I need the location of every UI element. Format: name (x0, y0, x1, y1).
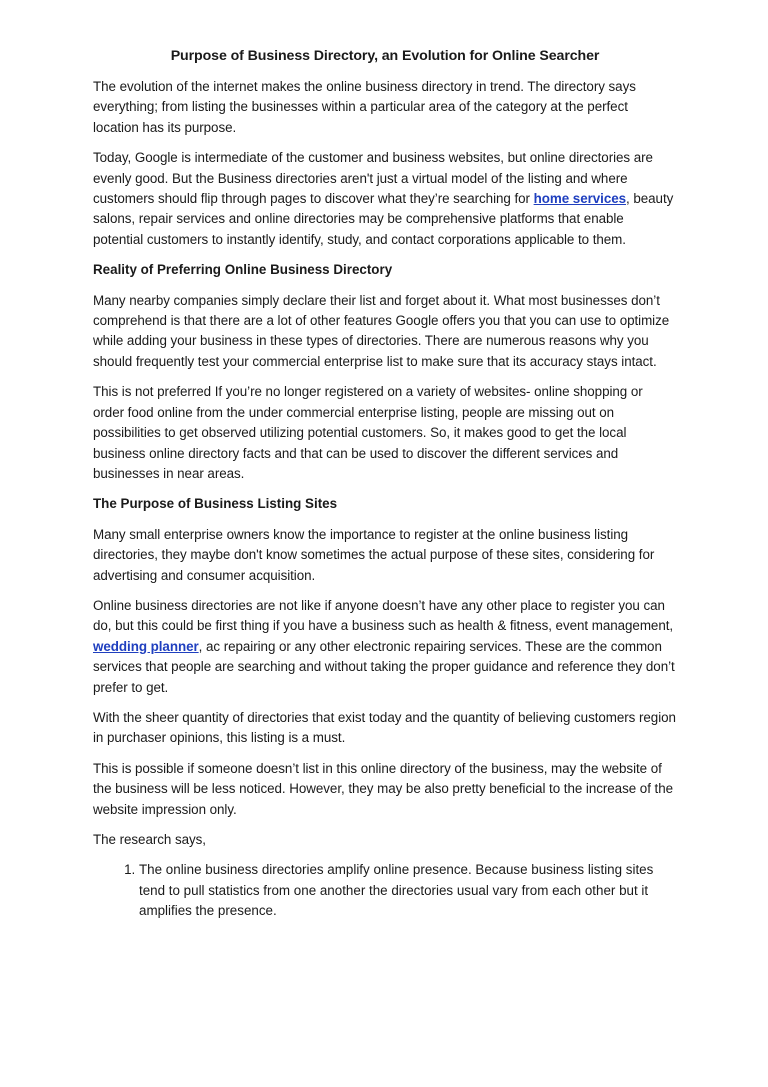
research-list (93, 860, 677, 921)
small-enterprise-paragraph: Many small enterprise owners know the importance to register at the online business listing directories, they maybe don't know sometimes the actual purpose of these sites, considering for advertising and consumer acquisition. (93, 526, 655, 583)
research-says-paragraph: The research says, (93, 832, 206, 847)
nearby-companies-paragraph: Many nearby companies simply declare their list and forget about it. What most businesses don’t comprehend is that there are a lot of other features Google offers you that you can use to optimize while adding your business in these types of directories. There are numerous reasons why you should frequently test your commercial enterprise list to make sure that its accuracy stays intact. (93, 292, 670, 369)
intro-paragraph: The evolution of the internet makes the online business directory in trend. The directory says everything; from listing the businesses within a particular area of the category at the perfect location has its purpose. (93, 79, 636, 135)
document-title: Purpose of Business Directory, an Evolution for Online Searcher (170, 48, 600, 64)
list-item: 1. The online business directories amplify online presence. Because business listing sites tend to pull statistics from one another the directories usual vary from each other but it amplifies the presence. (139, 860, 677, 921)
online-directories-paragraph (93, 596, 677, 698)
online-directories-text-before: Online business directories are not like if anyone doesn’t have any other place to register you can do, but this could be first thing if you have a business such as health & fitness, event management, (93, 597, 674, 634)
purpose-heading: The Purpose of Business Listing Sites (93, 496, 338, 512)
google-paragraph (93, 148, 677, 250)
sheer-quantity-paragraph: With the sheer quantity of directories that exist today and the quantity of believing customers region in purchaser opinions, this listing is a must. (93, 709, 676, 746)
reality-heading: Reality of Preferring Online Business Directory (93, 262, 393, 278)
home-services-link[interactable]: home services (533, 191, 627, 207)
google-paragraph-text-after: , beauty salons, repair services and online directories may be comprehensive platforms that enable potential customers to instantly identify, study, and contact corporations applicable to them. (93, 191, 674, 247)
document-page (93, 46, 677, 922)
wedding-planner-link[interactable]: wedding planner (93, 638, 199, 654)
google-paragraph-text-before: Today, Google is intermediate of the customer and business websites, but online directories are evenly good. But the Business directories aren't just a virtual model of the listing and where customers should flip through pages to discover what they’re searching for (93, 150, 653, 207)
online-directories-text-after: , ac repairing or any other electronic repairing services. These are the common services that people are searching and without taking the proper guidance and reference they don’t prefer to get. (93, 638, 675, 695)
not-preferred-paragraph: This is not preferred If you’re no longer registered on a variety of websites- online shopping or order food online from the under commercial enterprise listing, people are missing out on possibilities to get observed utilizing potential customers. So, it makes good to get the local business online directory facts and that can be used to discover the different services and businesses in near areas. (93, 384, 643, 481)
possible-paragraph: This is possible if someone doesn’t list in this online directory of the business, may the website of the business will be less noticed. However, they may be also pretty beneficial to the increase of the website impression only. (93, 760, 673, 817)
